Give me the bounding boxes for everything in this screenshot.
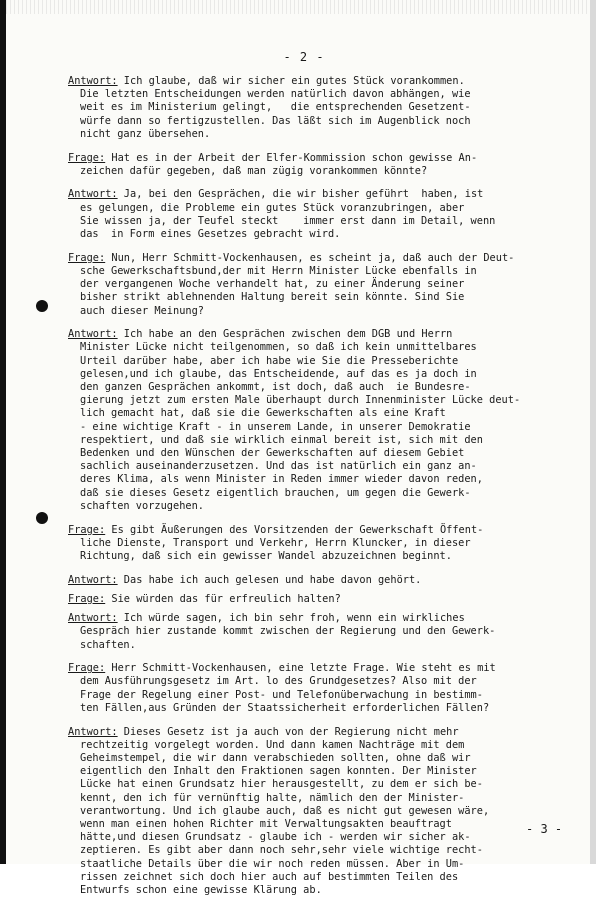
text-line xyxy=(68,765,560,778)
answer-block xyxy=(68,725,563,898)
line-text: Dieses Gesetz ist ja auch von der Regierung nicht mehr xyxy=(117,725,459,738)
page-number-top: - 2 - xyxy=(283,50,325,64)
line-text: auch dieser Meinung? xyxy=(80,304,204,317)
line-text: nicht ganz übersehen. xyxy=(80,127,211,140)
scan-edge-top xyxy=(6,0,596,14)
text-line xyxy=(68,487,560,500)
line-text: kennt, den ich für vernünftig halte, nämlich den der Minister- xyxy=(80,791,465,804)
line-text: zeptieren. Es gibt aber dann noch sehr,sehr viele wichtige recht- xyxy=(80,844,483,857)
answer-block xyxy=(68,75,560,141)
line-text: Sie würden das für erfreulich halten? xyxy=(105,592,341,605)
line-text: sachlich auseinanderzusetzen. Und das ist natürlich ein ganz an- xyxy=(80,460,477,473)
line-text: würfe dann so fertigzustellen. Das läßt sich im Augenblick noch xyxy=(80,114,471,127)
text-line xyxy=(68,818,560,831)
text-line xyxy=(68,291,560,304)
line-text: sche Gewerkschaftsbund,der mit Herrn Minister Lücke ebenfalls in xyxy=(80,264,477,277)
line-text: Ja, bei den Gesprächen, die wir bisher geführt haben, ist xyxy=(117,188,484,201)
text-line xyxy=(68,612,560,625)
speaker-label: Frage: xyxy=(68,592,106,605)
line-text: lich gemacht hat, daß sie die Gewerkschaften als eine Kraft xyxy=(80,407,446,420)
text-line xyxy=(68,368,560,381)
interview-transcript xyxy=(68,75,563,908)
text-line xyxy=(68,101,560,114)
text-line xyxy=(68,550,560,563)
text-line xyxy=(68,739,560,752)
line-text: rechtzeitig vorgelegt worden. Und dann kamen Nachträge mit dem xyxy=(80,738,465,751)
punch-hole-icon xyxy=(36,300,48,312)
text-line xyxy=(68,662,560,675)
line-text: Ich glaube, daß wir sicher ein gutes Stück vorankommen. xyxy=(117,75,465,87)
scan-edge-right xyxy=(590,0,596,864)
speaker-label: Antwort: xyxy=(68,328,118,341)
text-line xyxy=(68,884,560,897)
line-text: rissen zeichnet sich doch hier auch auf bestimmten Teilen des xyxy=(80,870,459,883)
text-line xyxy=(68,381,560,394)
text-line xyxy=(68,152,560,165)
line-text: schaften vorzugehen. xyxy=(80,499,204,512)
line-text: Ich habe an den Gesprächen zwischen dem DGB und Herrn xyxy=(117,328,453,341)
text-line xyxy=(68,726,560,739)
speaker-label: Antwort: xyxy=(68,612,118,625)
line-text: Sie wissen ja, der Teufel steckt immer erst dann im Detail, wenn xyxy=(80,214,496,227)
question-block xyxy=(68,252,560,318)
text-line xyxy=(68,252,560,265)
line-text: Lücke hat einen Grundsatz hier herausgestellt, zu dem er sich be- xyxy=(80,778,483,791)
text-line xyxy=(68,473,560,486)
text-line xyxy=(68,805,560,818)
line-text: ten Fällen,aus Gründen der Staatssicherheit erforderlichen Fällen? xyxy=(80,701,490,714)
speaker-label: Antwort: xyxy=(68,725,118,738)
line-text: schaften. xyxy=(80,638,136,651)
text-line xyxy=(68,341,560,354)
line-text: zeichen dafür gegeben, daß man zügig vorankommen könnte? xyxy=(80,164,428,177)
text-line xyxy=(68,675,560,688)
text-line xyxy=(68,265,560,278)
question-block xyxy=(68,152,560,178)
line-text: Urteil darüber habe, aber ich habe wie Sie die Presseberichte xyxy=(80,354,459,367)
text-line xyxy=(68,202,560,215)
text-line xyxy=(68,407,560,420)
line-text: den ganzen Gesprächen ankommt, ist doch, daß auch ie Bundesre- xyxy=(80,381,471,394)
line-text: wenn man einen hohen Richter mit Verwaltungsakten beauftragt xyxy=(80,817,452,830)
text-line xyxy=(68,831,560,844)
text-line xyxy=(68,792,560,805)
text-line xyxy=(68,524,560,537)
question-block xyxy=(68,524,560,564)
text-line xyxy=(68,639,560,652)
text-line xyxy=(68,702,560,715)
text-line xyxy=(68,215,560,228)
line-text: daß sie dieses Gesetz eigentlich brauchen, um gegen die Gewerk- xyxy=(80,486,471,499)
punch-hole-icon xyxy=(36,512,48,524)
line-text: Frage der Regelung einer Post- und Telefonüberwachung in bestimm- xyxy=(80,688,483,701)
text-line xyxy=(68,394,560,407)
text-line xyxy=(68,278,560,291)
text-line xyxy=(68,858,560,871)
page-number-bottom: - 3 - xyxy=(526,822,563,836)
speaker-label: Frage: xyxy=(68,523,106,536)
text-line xyxy=(68,75,560,88)
line-text: - eine wichtige Kraft - in unserem Lande, in unserer Demokratie xyxy=(80,420,471,433)
text-line xyxy=(68,305,560,318)
line-text: liche Dienste, Transport und Verkehr, Herrn Kluncker, in dieser xyxy=(80,536,471,549)
line-text: Gespräch hier zustande kommt zwischen der Regierung und den Gewerk- xyxy=(80,625,496,638)
text-line xyxy=(68,128,560,141)
text-line xyxy=(68,500,560,513)
text-line xyxy=(68,355,560,368)
text-line xyxy=(68,625,560,638)
text-line xyxy=(68,689,560,702)
speaker-label: Antwort: xyxy=(68,188,118,201)
text-line xyxy=(68,328,560,341)
speaker-label: Frage: xyxy=(68,662,106,675)
line-text: hätte,und diesen Grundsatz - glaube ich - werden wir sicher ak- xyxy=(80,831,471,844)
text-line xyxy=(68,537,560,550)
answer-block xyxy=(68,188,560,241)
line-text: Hat es in der Arbeit der Elfer-Kommission schon gewisse An- xyxy=(105,151,478,164)
question-block xyxy=(68,662,560,715)
text-line xyxy=(68,574,560,587)
line-text: weit es im Ministerium gelingt, die entsprechenden Gesetzent- xyxy=(80,101,471,114)
answer-block xyxy=(68,612,560,652)
line-text: gierung jetzt zum ersten Male überhaupt durch Innenminister Lücke deut- xyxy=(80,394,521,407)
line-text: verantwortung. Und ich glaube auch, daß es nicht gut gewesen wäre, xyxy=(80,804,490,817)
text-line xyxy=(68,434,560,447)
line-text: respektiert, und daß sie wirklich einmal bereit ist, sich mit den xyxy=(80,433,483,446)
speaker-label: Frage: xyxy=(68,251,106,264)
line-text: deres Klima, als wenn Minister in Reden immer wieder davon reden, xyxy=(80,473,483,486)
text-line xyxy=(68,844,560,857)
text-line xyxy=(68,460,560,473)
line-text: Nun, Herr Schmitt-Vockenhausen, es scheint ja, daß auch der Deut- xyxy=(105,251,515,264)
line-text: Entwurfs schon eine gewisse Klärung ab. xyxy=(80,883,322,896)
line-text: dem Ausführungsgesetz im Art. lo des Grundgesetzes? Also mit der xyxy=(80,675,477,688)
text-line xyxy=(68,188,560,201)
line-text: bisher strikt ablehnenden Haltung bereit sein könnte. Sind Sie xyxy=(80,291,465,304)
line-text: staatliche Details über die wir noch reden müssen. Aber in Um- xyxy=(80,857,465,870)
text-line xyxy=(68,228,560,241)
line-text: der vergangenen Woche verhandelt hat, zu einer Änderung seiner xyxy=(80,278,465,291)
line-text: Das habe ich auch gelesen und habe davon gehört. xyxy=(117,573,422,586)
line-text: Bedenken und den Wünschen der Gewerkschaften auf diesem Gebiet xyxy=(80,447,465,460)
text-line xyxy=(68,447,560,460)
speaker-label: Antwort: xyxy=(68,75,118,87)
speaker-label: Frage: xyxy=(68,151,106,164)
text-line xyxy=(68,778,560,791)
answer-block xyxy=(68,574,560,587)
text-line xyxy=(68,421,560,434)
line-text: das in Form eines Gesetzes gebracht wird. xyxy=(80,228,341,241)
text-line xyxy=(68,165,560,178)
line-text: Die letzten Entscheidungen werden natürlich davon abhängen, wie xyxy=(80,88,471,101)
question-block xyxy=(68,593,560,606)
line-text: eigentlich den Inhalt den Fraktionen sagen konnten. Der Minister xyxy=(80,765,477,778)
line-text: Geheimstempel, die wir dann verabschieden sollten, ohne daß wir xyxy=(80,751,471,764)
text-line xyxy=(68,88,560,101)
answer-block xyxy=(68,328,560,513)
text-line xyxy=(68,871,560,884)
line-text: gelesen,und ich glaube, das Entscheidende, auf das es ja doch in xyxy=(80,367,477,380)
line-text: Es gibt Äußerungen des Vorsitzenden der Gewerkschaft Öffent- xyxy=(105,523,484,536)
text-line xyxy=(68,593,560,606)
text-line xyxy=(68,115,560,128)
line-text: Richtung, daß sich ein gewisser Wandel abzuzeichnen beginnt. xyxy=(80,550,452,562)
line-text: Ich würde sagen, ich bin sehr froh, wenn ein wirkliches xyxy=(117,612,465,625)
speaker-label: Antwort: xyxy=(68,573,118,586)
text-line xyxy=(68,752,560,765)
line-text: es gelungen, die Probleme ein gutes Stück voranzubringen, aber xyxy=(80,201,465,214)
line-text: Herr Schmitt-Vockenhausen, eine letzte Frage. Wie steht es mit xyxy=(105,662,496,675)
line-text: Minister Lücke nicht teilgenommen, so daß ich kein unmittelbares xyxy=(80,341,477,354)
